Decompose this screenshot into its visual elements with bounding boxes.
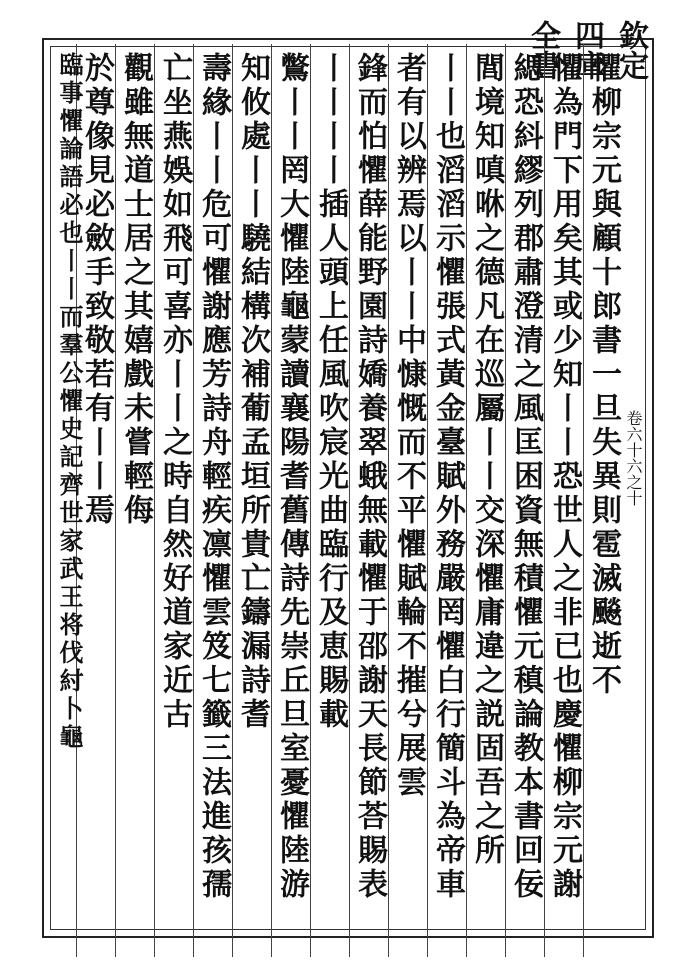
- text-column: 鋒而怕懼薛能野園詩嬌養翠蛾無載懼于邵謝天長節荅賜表: [352, 52, 387, 902]
- volume-tag: 卷六十六之十: [624, 410, 643, 506]
- text-column: 臨事懼論語必也丨丨而羣公懼史記齊世家武王将伐紂卜龜: [55, 52, 84, 752]
- text-column: 閭境知嗔咻之德凡在巡屬丨丨交深懼庸違之説固吾之所: [469, 52, 504, 868]
- text-column: 丨丨也滔滔示懼張式黃金臺賦外務嚴罔懼白行簡斗為帝車: [430, 52, 465, 902]
- text-column: 緦恐紏繆列郡肅澄清之風匡困資無積懼元稹論教本書回佞: [508, 52, 543, 902]
- text-column: 懼柳宗元與顧十郎書一旦失異則雹滅飈逝不: [586, 52, 621, 698]
- text-column: 於尊像見必斂手致敬若有丨丨焉: [79, 52, 114, 528]
- text-column: 知攸處丨丨驍結構次補葡孟垣所貴亡鑄漏詩耆: [235, 52, 270, 732]
- book-title: 欽定四庫全書: [525, 20, 648, 80]
- text-column: 者有以辨焉以丨丨中慷慨而不平懼賦輪不摧兮展雲: [391, 52, 426, 800]
- text-column: 丨丨丨丨插人頭上任風吹宸光曲臨行及恵賜載: [313, 52, 348, 732]
- text-column: 懼為門下用矣其或少知丨丨恐世人之非已也慶懼柳宗元謝: [547, 52, 582, 902]
- text-column: 鷩丨丨罔大懼陸龜蒙讀襄陽耆舊傳詩先崇丘旦室憂懼陸游: [274, 52, 309, 902]
- text-column: 亡坐燕娛如飛可喜亦丨丨之時自然好道家近古: [157, 52, 192, 732]
- text-column: 觀雖無道士居之其嬉戲未嘗輕侮: [118, 52, 153, 528]
- text-column: 壽緣丨丨危可懼謝應芳詩舟輕疾凛懼雲笈七籤三法進孩孺: [196, 52, 231, 902]
